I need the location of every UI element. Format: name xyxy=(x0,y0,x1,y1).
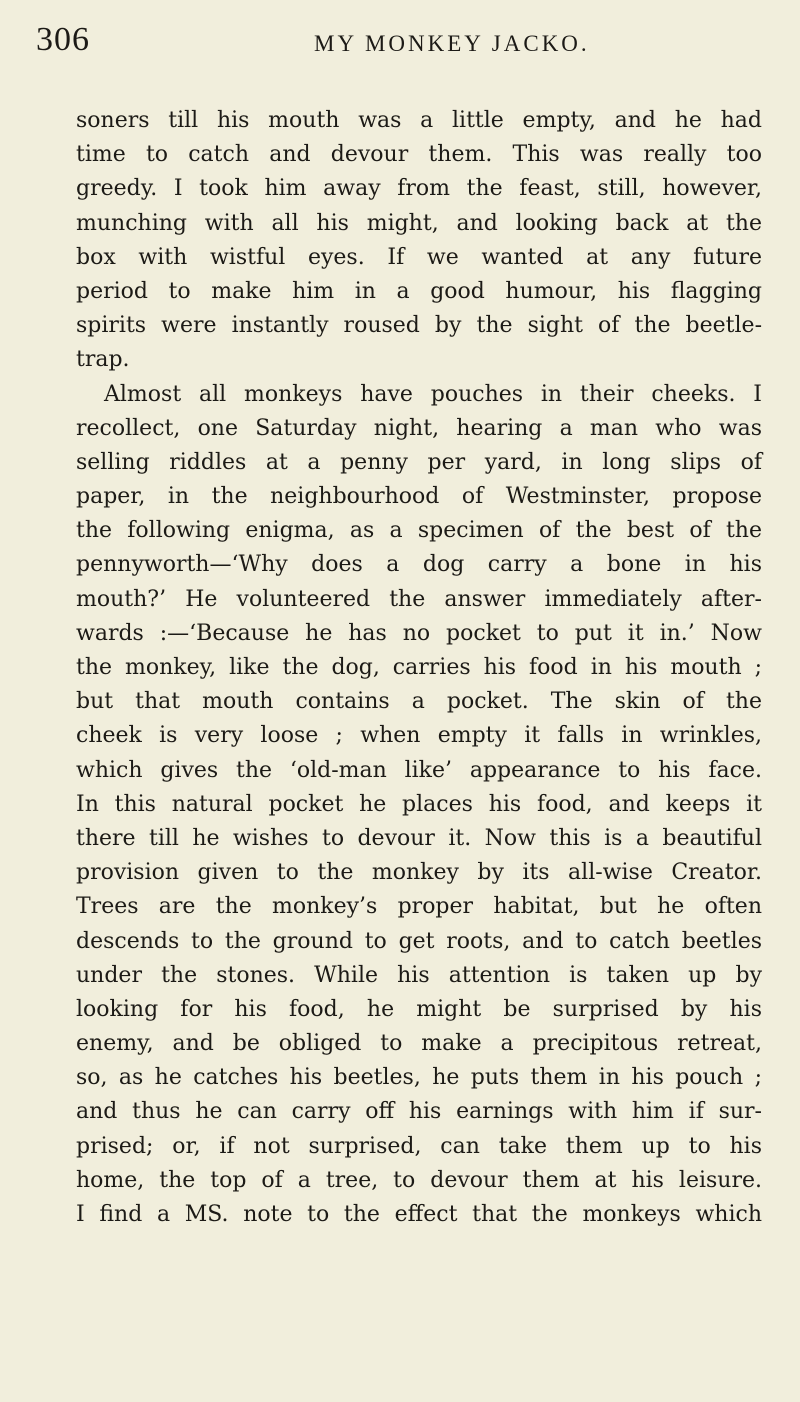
running-head xyxy=(36,18,764,62)
text-line: greedy. I took him away from the feast, still, however, xyxy=(76,176,762,202)
text-line: the following enigma, as a specimen of the best of the xyxy=(76,518,762,544)
text-line: wards :—‘Because he has no pocket to put it in.’ Now xyxy=(76,620,762,646)
text-line: spirits were instantly roused by the sight of the beetle- xyxy=(76,313,762,339)
text-line: the monkey, like the dog, carries his food in his mouth ; xyxy=(76,655,762,680)
text-line: Trees are the monkey’s proper habitat, but he often xyxy=(76,894,762,920)
text-line: home, the top of a tree, to devour them at his leisure. xyxy=(76,1167,762,1193)
text-line: there till he wishes to devour it. Now this is a beautiful xyxy=(76,825,762,851)
text-line: recollect, one Saturday night, hearing a man who was xyxy=(76,415,762,441)
text-line: looking for his food, he might be surprised by his xyxy=(76,996,762,1022)
text-line: but that mouth contains a pocket. The skin of the xyxy=(76,689,762,715)
text-line: soners till his mouth was a little empty, and he had xyxy=(76,108,762,133)
text-line: time to catch and devour them. This was really too xyxy=(76,142,762,168)
text-line: which gives the ‘old-man like’ appearance to his face. xyxy=(76,757,762,783)
text-line: and thus he can carry off his earnings with him if sur- xyxy=(76,1099,762,1125)
text-line: I find a MS. note to the effect that the monkeys which xyxy=(76,1202,762,1227)
text-line: In this natural pocket he places his food, and keeps it xyxy=(76,791,762,817)
text-line: provision given to the monkey by its all-wise Creator. xyxy=(76,860,762,886)
text-line: period to make him in a good humour, his flagging xyxy=(76,278,762,304)
text-line: paper, in the neighbourhood of Westminster, propose xyxy=(76,484,762,510)
body-text xyxy=(76,104,762,1232)
text-line: under the stones. While his attention is taken up by xyxy=(76,962,762,988)
text-line: mouth?’ He volunteered the answer immediately after- xyxy=(76,586,762,612)
text-line: munching with all his might, and looking back at the xyxy=(76,210,762,236)
text-line: so, as he catches his beetles, he puts them in his pouch ; xyxy=(76,1065,762,1091)
text-line: descends to the ground to get roots, and to catch beetles xyxy=(76,928,762,954)
text-line: box with wistful eyes. If we wanted at any future xyxy=(76,244,762,270)
text-line: enemy, and be obliged to make a precipitous retreat, xyxy=(76,1031,762,1057)
running-title: MY MONKEY JACKO. xyxy=(314,31,590,56)
text-line: trap. xyxy=(76,347,130,373)
text-line: pennyworth—‘Why does a dog carry a bone in his xyxy=(76,552,762,578)
page-number: 306 xyxy=(36,21,90,58)
text-line: cheek is very loose ; when empty it falls in wrinkles, xyxy=(76,723,762,749)
text-line: selling riddles at a penny per yard, in long slips of xyxy=(76,449,762,475)
text-line: prised; or, if not surprised, can take them up to his xyxy=(76,1133,762,1159)
text-line: Almost all monkeys have pouches in their cheeks. I xyxy=(104,381,762,407)
